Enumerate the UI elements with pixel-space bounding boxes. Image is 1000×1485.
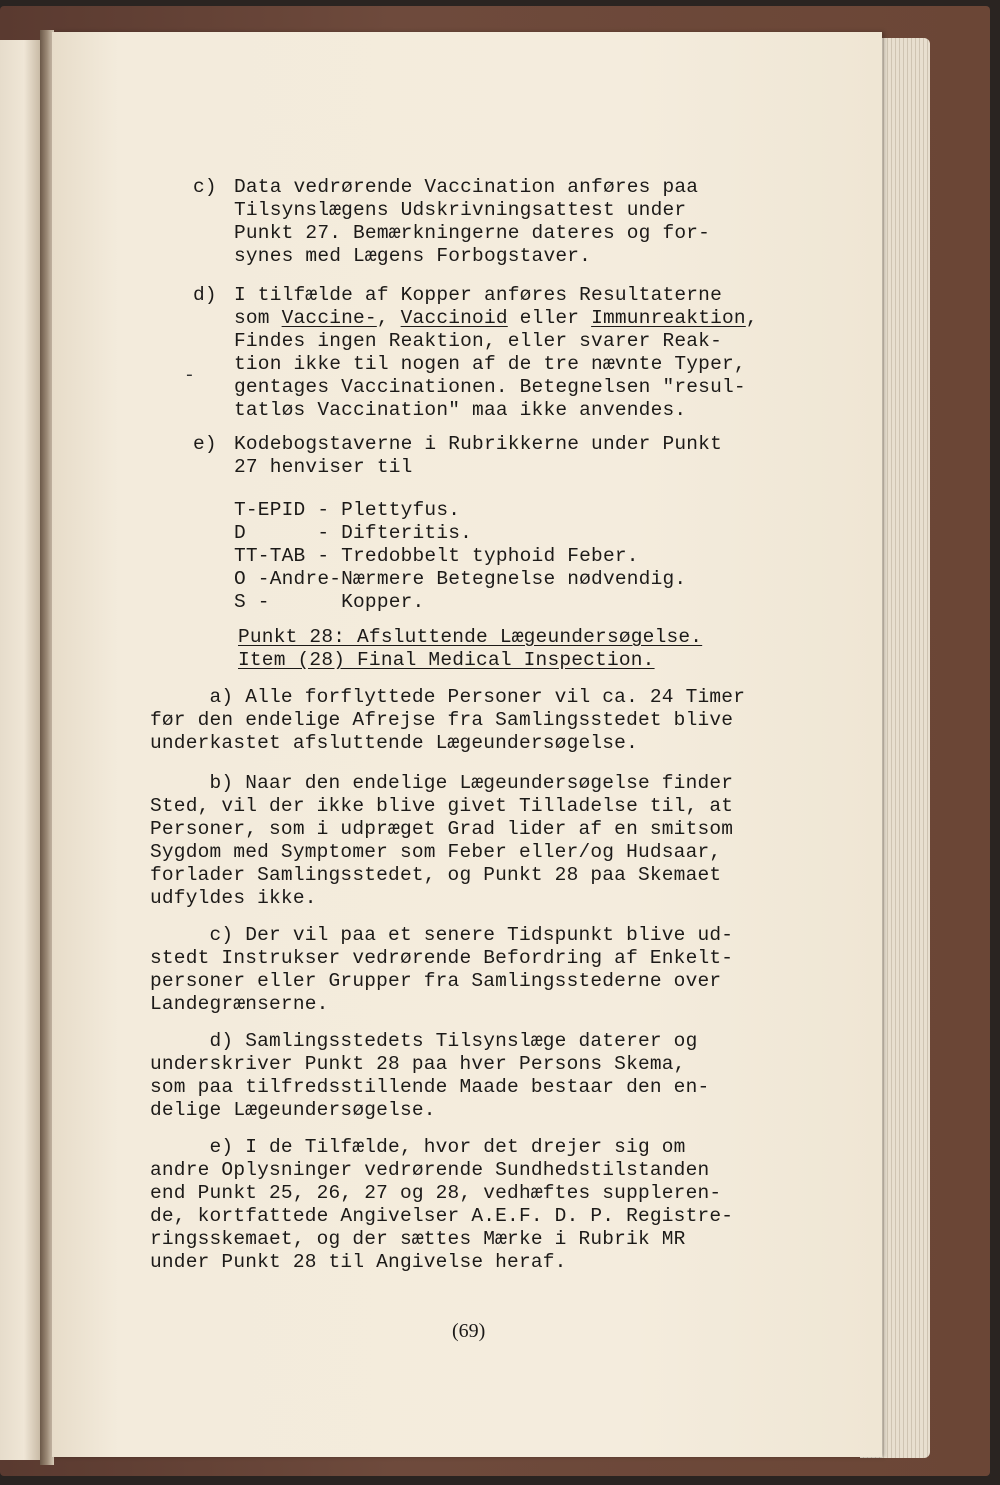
text-line: end Punkt 25, 26, 27 og 28, vedhæftes suppleren- — [150, 1182, 722, 1204]
text-line: ringsskemaet, og der sættes Mærke i Rubrik MR — [150, 1228, 686, 1250]
text-line: Data vedrørende Vaccination anføres paa — [234, 176, 699, 198]
text-span: , — [376, 307, 401, 329]
text-line: Kodebogstaverne i Rubrikkerne under Punkt — [234, 433, 722, 455]
text-line: d) Samlingsstedets Tilsynslæge daterer og — [150, 1030, 698, 1052]
margin-mark: - — [184, 366, 195, 386]
text-line-underlined-terms — [234, 306, 758, 330]
text-line: 27 henviser til — [234, 456, 413, 478]
section-heading-danish: Punkt 28: Afsluttende Lægeundersøgelse. — [238, 626, 703, 648]
underlined-term-immunreaktion: Immunreaktion — [591, 307, 746, 329]
section-heading-english: Item (28) Final Medical Inspection. — [238, 649, 655, 671]
text-line: e) I de Tilfælde, hvor det drejer sig om — [150, 1136, 686, 1158]
text-line: synes med Lægens Forbogstaver. — [234, 245, 592, 267]
text-span: eller — [507, 307, 592, 329]
text-line: Personer, som i udpræget Grad lider af en smitsom — [150, 818, 734, 840]
code-item: S - Kopper. — [234, 591, 425, 613]
text-span: , — [745, 307, 758, 329]
item-d-label: d) — [193, 284, 217, 306]
underlined-term-vaccinoid: Vaccinoid — [400, 307, 508, 329]
text-line: underkastet afsluttende Lægeundersøgelse. — [150, 732, 638, 754]
document-page — [52, 32, 882, 1457]
text-line: Tilsynslægens Udskrivningsattest under — [234, 199, 687, 221]
code-item: T-EPID - Plettyfus. — [234, 499, 461, 521]
text-line: Landegrænserne. — [150, 993, 329, 1015]
code-item: O -Andre-Nærmere Betegnelse nødvendig. — [234, 568, 687, 590]
code-item: D - Difteritis. — [234, 522, 473, 544]
text-line: Sted, vil der ikke blive givet Tilladelse til, at — [150, 795, 734, 817]
text-line: I tilfælde af Kopper anføres Resultaterne — [234, 284, 722, 306]
text-line: Punkt 27. Bemærkningerne dateres og for- — [234, 222, 711, 244]
text-line: Findes ingen Reaktion, eller svarer Reak- — [234, 330, 722, 352]
text-line: Sygdom med Symptomer som Feber eller/og Hudsaar, — [150, 841, 722, 863]
text-line: b) Naar den endelige Lægeundersøgelse finder — [150, 772, 734, 794]
text-line: udfyldes ikke. — [150, 887, 317, 909]
text-line: tion ikke til nogen af de tre nævnte Typer, — [234, 353, 746, 375]
text-line: andre Oplysninger vedrørende Sundhedstilstanden — [150, 1159, 710, 1181]
text-line: som paa tilfredsstillende Maade bestaar den en- — [150, 1076, 710, 1098]
text-line: tatløs Vaccination" maa ikke anvendes. — [234, 399, 687, 421]
item-c-label: c) — [193, 176, 217, 198]
underlined-term-vaccine: Vaccine- — [281, 307, 377, 329]
text-line: a) Alle forflyttede Personer vil ca. 24 Timer — [150, 686, 746, 708]
text-line: personer eller Grupper fra Samlingsstederne over — [150, 970, 722, 992]
text-line: underskriver Punkt 28 paa hver Persons Skema, — [150, 1053, 686, 1075]
left-page-edge — [0, 40, 40, 1460]
text-line: forlader Samlingsstedet, og Punkt 28 paa Skemaet — [150, 864, 722, 886]
text-line: under Punkt 28 til Angivelse heraf. — [150, 1251, 567, 1273]
item-e-label: e) — [193, 433, 217, 455]
text-line: stedt Instrukser vedrørende Befordring af Enkelt- — [150, 947, 734, 969]
text-line: c) Der vil paa et senere Tidspunkt blive ud- — [150, 924, 734, 946]
text-line: de, kortfattede Angivelser A.E.F. D. P. Registre- — [150, 1205, 734, 1227]
text-line: gentages Vaccinationen. Betegnelsen "resul- — [234, 376, 746, 398]
text-line: før den endelige Afrejse fra Samlingsstedet blive — [150, 709, 734, 731]
page-number: (69) — [452, 1320, 486, 1342]
text-span: som — [234, 307, 282, 329]
code-item: TT-TAB - Tredobbelt typhoid Feber. — [234, 545, 639, 567]
text-line: delige Lægeundersøgelse. — [150, 1099, 436, 1121]
